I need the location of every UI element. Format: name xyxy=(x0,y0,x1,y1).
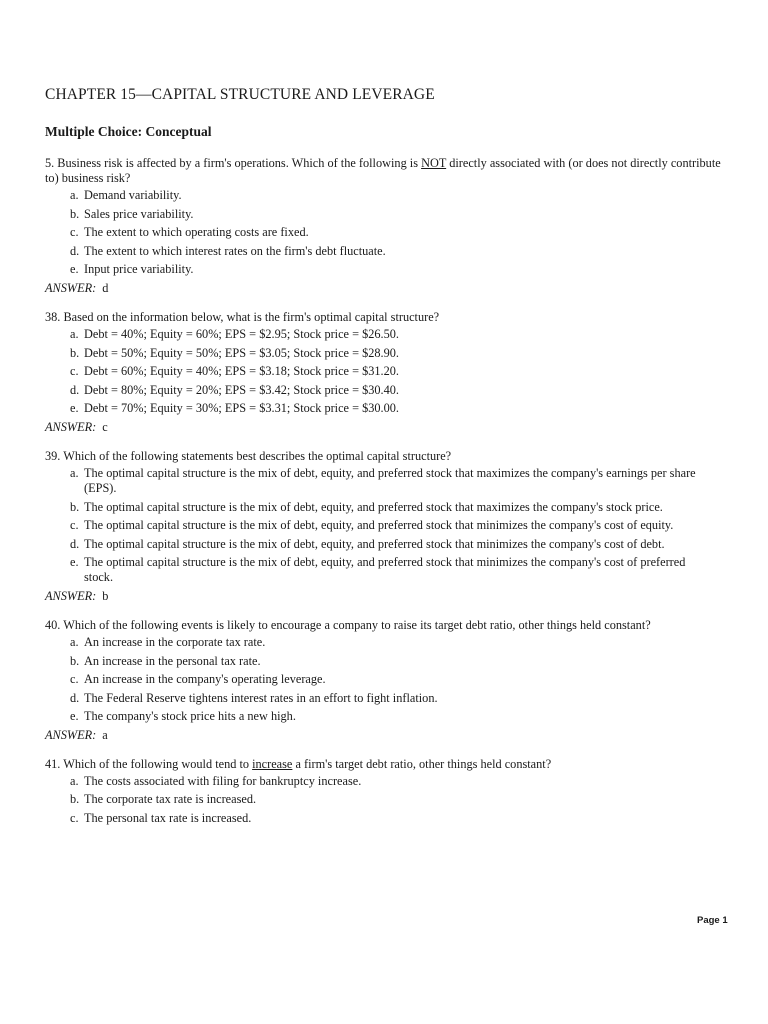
answer-label: ANSWER: xyxy=(45,588,97,603)
question-stem xyxy=(45,757,725,772)
choice-text: Debt = 60%; Equity = 40%; EPS = $3.18; Stock price = $31.20. xyxy=(84,364,399,379)
choice-letter: d. xyxy=(70,690,80,705)
stem-text: 41. Which of the following would tend to xyxy=(45,756,253,771)
choice-text: The optimal capital structure is the mix of debt, equity, and preferred stock that minimizes the company's cost of equity. xyxy=(84,518,674,533)
choice-d xyxy=(70,244,725,259)
choice-b xyxy=(70,207,725,222)
stem-text: 38. Based on the information below, what is the firm's optimal capital structure? xyxy=(45,309,440,324)
choice-b xyxy=(70,792,725,807)
choice-c xyxy=(70,225,725,240)
answer-value: d xyxy=(102,280,109,295)
choice-d xyxy=(70,383,725,398)
choice-b xyxy=(70,346,725,361)
choice-text: An increase in the personal tax rate. xyxy=(84,653,261,668)
choice-list xyxy=(70,188,725,277)
choice-text: Input price variability. xyxy=(84,262,194,277)
choice-letter: b. xyxy=(70,206,80,221)
answer-value: a xyxy=(102,727,108,742)
choice-letter: c. xyxy=(70,811,79,826)
question-41 xyxy=(45,757,725,826)
choice-text: The costs associated with filing for bankruptcy increase. xyxy=(84,773,362,788)
question-39 xyxy=(45,449,725,604)
choice-text: The extent to which interest rates on the firm's debt fluctuate. xyxy=(84,243,386,258)
choice-list xyxy=(70,635,725,724)
choice-text: The Federal Reserve tightens interest rates in an effort to fight inflation. xyxy=(84,690,438,705)
choice-letter: d. xyxy=(70,243,80,258)
choice-text: Debt = 50%; Equity = 50%; EPS = $3.05; Stock price = $28.90. xyxy=(84,345,399,360)
choice-letter: c. xyxy=(70,364,79,379)
choice-letter: b. xyxy=(70,792,80,807)
choice-e xyxy=(70,555,725,585)
stem-text-cont: directly associated with (or does not directly contribute to) business risk? xyxy=(45,156,721,185)
choice-text: The optimal capital structure is the mix of debt, equity, and preferred stock that minimizes the company's cost of debt. xyxy=(84,536,665,551)
choice-text: An increase in the corporate tax rate. xyxy=(84,634,266,649)
choice-letter: d. xyxy=(70,382,80,397)
choice-text: Demand variability. xyxy=(84,188,182,202)
answer-label: ANSWER: xyxy=(45,727,97,742)
question-5 xyxy=(45,156,725,296)
choice-c xyxy=(70,364,725,379)
choice-letter: d. xyxy=(70,536,80,551)
choice-a xyxy=(70,635,725,650)
stem-text-cont: a firm's target debt ratio, other things held constant? xyxy=(292,756,552,771)
choice-letter: a. xyxy=(70,773,79,788)
choice-text: The extent to which operating costs are fixed. xyxy=(84,225,309,240)
choice-letter: c. xyxy=(70,225,79,240)
choice-letter: e. xyxy=(70,401,79,416)
choice-text: The personal tax rate is increased. xyxy=(84,811,252,826)
answer-label: ANSWER: xyxy=(45,280,97,295)
question-list xyxy=(45,156,725,840)
choice-a xyxy=(70,188,725,203)
choice-text: Debt = 70%; Equity = 30%; EPS = $3.31; Stock price = $30.00. xyxy=(84,401,399,416)
choice-d xyxy=(70,691,725,706)
choice-letter: a. xyxy=(70,634,79,649)
choice-letter: a. xyxy=(70,188,79,202)
choice-b xyxy=(70,500,725,515)
choice-a xyxy=(70,774,725,789)
answer-label: ANSWER: xyxy=(45,419,97,434)
choice-letter: c. xyxy=(70,672,79,687)
choice-letter: b. xyxy=(70,345,80,360)
question-stem xyxy=(45,310,725,325)
choice-letter: c. xyxy=(70,518,79,533)
stem-text: 5. Business risk is affected by a firm's operations. Which of the following is xyxy=(45,156,422,170)
choice-text: The company's stock price hits a new high. xyxy=(84,709,296,724)
choice-text: The corporate tax rate is increased. xyxy=(84,792,257,807)
stem-text: 39. Which of the following statements best describes the optimal capital structure? xyxy=(45,448,452,463)
choice-d xyxy=(70,537,725,552)
answer-line xyxy=(45,281,725,296)
choice-text: Debt = 80%; Equity = 20%; EPS = $3.42; Stock price = $30.40. xyxy=(84,382,399,397)
choice-letter: b. xyxy=(70,653,80,668)
choice-letter: b. xyxy=(70,499,80,514)
answer-value: b xyxy=(102,588,109,603)
choice-text: Sales price variability. xyxy=(84,206,194,221)
answer-line xyxy=(45,728,725,743)
choice-list xyxy=(70,774,725,826)
choice-e xyxy=(70,262,725,277)
choice-text: The optimal capital structure is the mix of debt, equity, and preferred stock that maximizes the company's earnings per share (EPS). xyxy=(84,465,696,495)
answer-line xyxy=(45,589,725,604)
question-40 xyxy=(45,618,725,743)
answer-value: c xyxy=(102,419,108,434)
section-title: Multiple Choice: Conceptual xyxy=(45,124,212,139)
choice-a xyxy=(70,327,725,342)
chapter-title: CHAPTER 15—CAPITAL STRUCTURE AND LEVERAGE xyxy=(45,86,435,103)
choice-text: The optimal capital structure is the mix of debt, equity, and preferred stock that maximizes the company's stock price. xyxy=(84,499,663,514)
question-38 xyxy=(45,310,725,435)
choice-letter: a. xyxy=(70,326,79,341)
stem-text: 40. Which of the following events is likely to encourage a company to raise its target debt ratio, other things held constant? xyxy=(45,617,651,632)
page-number: Page 1 xyxy=(697,915,728,926)
choice-c xyxy=(70,672,725,687)
choice-e xyxy=(70,709,725,724)
question-stem xyxy=(45,156,725,186)
question-stem xyxy=(45,449,725,464)
choice-list xyxy=(70,466,725,585)
choice-text: The optimal capital structure is the mix of debt, equity, and preferred stock that minimizes the company's cost of preferred stock. xyxy=(84,555,686,585)
choice-letter: a. xyxy=(70,465,79,480)
choice-list xyxy=(70,327,725,416)
question-stem xyxy=(45,618,725,633)
choice-letter: e. xyxy=(70,262,79,277)
choice-c xyxy=(70,811,725,826)
answer-line xyxy=(45,420,725,435)
choice-text: An increase in the company's operating leverage. xyxy=(84,672,326,687)
stem-emphasis: NOT xyxy=(421,156,447,170)
choice-a xyxy=(70,466,725,496)
choice-b xyxy=(70,654,725,669)
stem-emphasis: increase xyxy=(252,756,293,771)
choice-text: Debt = 40%; Equity = 60%; EPS = $2.95; Stock price = $26.50. xyxy=(84,326,399,341)
choice-letter: e. xyxy=(70,555,79,570)
choice-letter: e. xyxy=(70,709,79,724)
choice-c xyxy=(70,518,725,533)
choice-e xyxy=(70,401,725,416)
